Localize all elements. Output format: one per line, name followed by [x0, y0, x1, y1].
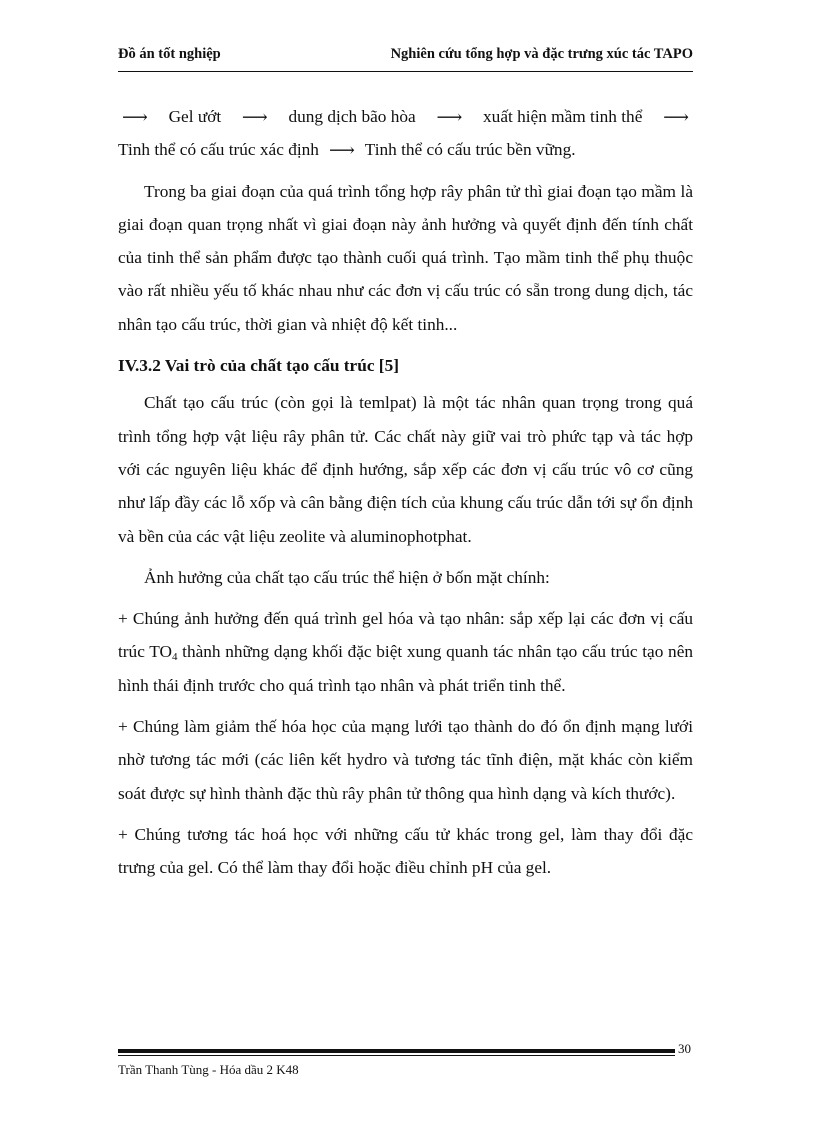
- subscript: 4: [171, 651, 178, 664]
- footer-rule-thin: [118, 1055, 675, 1056]
- right-arrow-icon: ⟶: [328, 139, 355, 160]
- right-arrow-icon: ⟶: [436, 106, 463, 127]
- header-rule: [118, 71, 693, 72]
- list-item-text: thành những dạng khối đặc biệt xung quanh tác nhân tạo cấu trúc tạo nên hình thái định trước cho quá trình tạo nhân và phát triển tinh thể.: [118, 642, 693, 695]
- flow-step: Tinh thể có cấu trúc bền vững.: [364, 140, 576, 160]
- flow-step: xuất hiện mầm tinh thể: [483, 107, 643, 126]
- right-arrow-icon: ⟶: [241, 106, 268, 127]
- right-arrow-icon: ⟶: [122, 106, 148, 127]
- header-left-title: Đồ án tốt nghiệp: [118, 46, 221, 62]
- document-body: [118, 100, 693, 885]
- right-arrow-icon: ⟶: [663, 106, 689, 127]
- list-item-chemical-potential: + Chúng làm giảm thế hóa học của mạng lưới tạo thành do đó ổn định mạng lưới nhờ tương tác mới (các liên kết hydro và tương tác tĩnh điện, mặt khác còn kiểm soát được sự hình thành đặc thù rây phân tử thông qua hình dạng và kích thước).: [118, 717, 693, 803]
- process-flow-line-2: [118, 133, 693, 166]
- list-item-text: + Chúng ảnh hưởng đến quá trình gel hóa và tạo nhân: sắp xếp lại các đơn vị cấu trúc TO: [118, 609, 693, 662]
- flow-step: dung dịch bão hòa: [288, 107, 416, 126]
- page-number: 30: [678, 1041, 691, 1056]
- list-item-gel-interaction: + Chúng tương tác hoá học với những cấu tử khác trong gel, làm thay đổi đặc trưng của gel. Có thể làm thay đổi hoặc điều chỉnh pH của gel.: [118, 824, 693, 878]
- paragraph-template-role: Chất tạo cấu trúc (còn gọi là temlpat) là một tác nhân quan trọng trong quá trình tổng hợp vật liệu rây phân tử. Các chất này giữ vai trò phức tạp và tác hợp với các nguyên liệu khác để định hướng, sắp xếp các đơn vị cấu trúc vô cơ cũng như lấp đầy các lỗ xốp và cân bằng điện tích của khung cấu trúc dẫn tới sự ổn định và bền của các vật liệu zeolite và aluminophotphat.: [118, 393, 693, 546]
- process-flow-line-1: [118, 100, 693, 133]
- flow-step: Tinh thể có cấu trúc xác định: [118, 140, 319, 160]
- footer-author: Trần Thanh Tùng - Hóa dầu 2 K48: [118, 1062, 299, 1077]
- section-heading: IV.3.2 Vai trò của chất tạo cấu trúc [5]: [118, 356, 399, 376]
- list-item-gelation: [118, 602, 693, 702]
- header-right-title: Nghiên cứu tổng hợp và đặc trưng xúc tác TAPO: [390, 46, 693, 62]
- footer-rule-thick: [118, 1049, 675, 1053]
- flow-step: Gel ướt: [168, 107, 222, 126]
- paragraph-nucleation: Trong ba giai đoạn của quá trình tổng hợp rây phân tử thì giai đoạn tạo mầm là giai đoạn quan trọng nhất vì giai đoạn này ảnh hưởng và quyết định đến tính chất của tinh thể sản phẩm được tạo thành cuối quá trình. Tạo mầm tinh thể phụ thuộc vào rất nhiều yếu tố khác nhau như các đơn vị cấu trúc có sẵn trong dung dịch, tác nhân tạo cấu trúc, thời gian và nhiệt độ kết tinh...: [118, 181, 693, 334]
- paragraph-four-aspects: Ảnh hưởng của chất tạo cấu trúc thể hiện ở bốn mặt chính:: [144, 567, 550, 587]
